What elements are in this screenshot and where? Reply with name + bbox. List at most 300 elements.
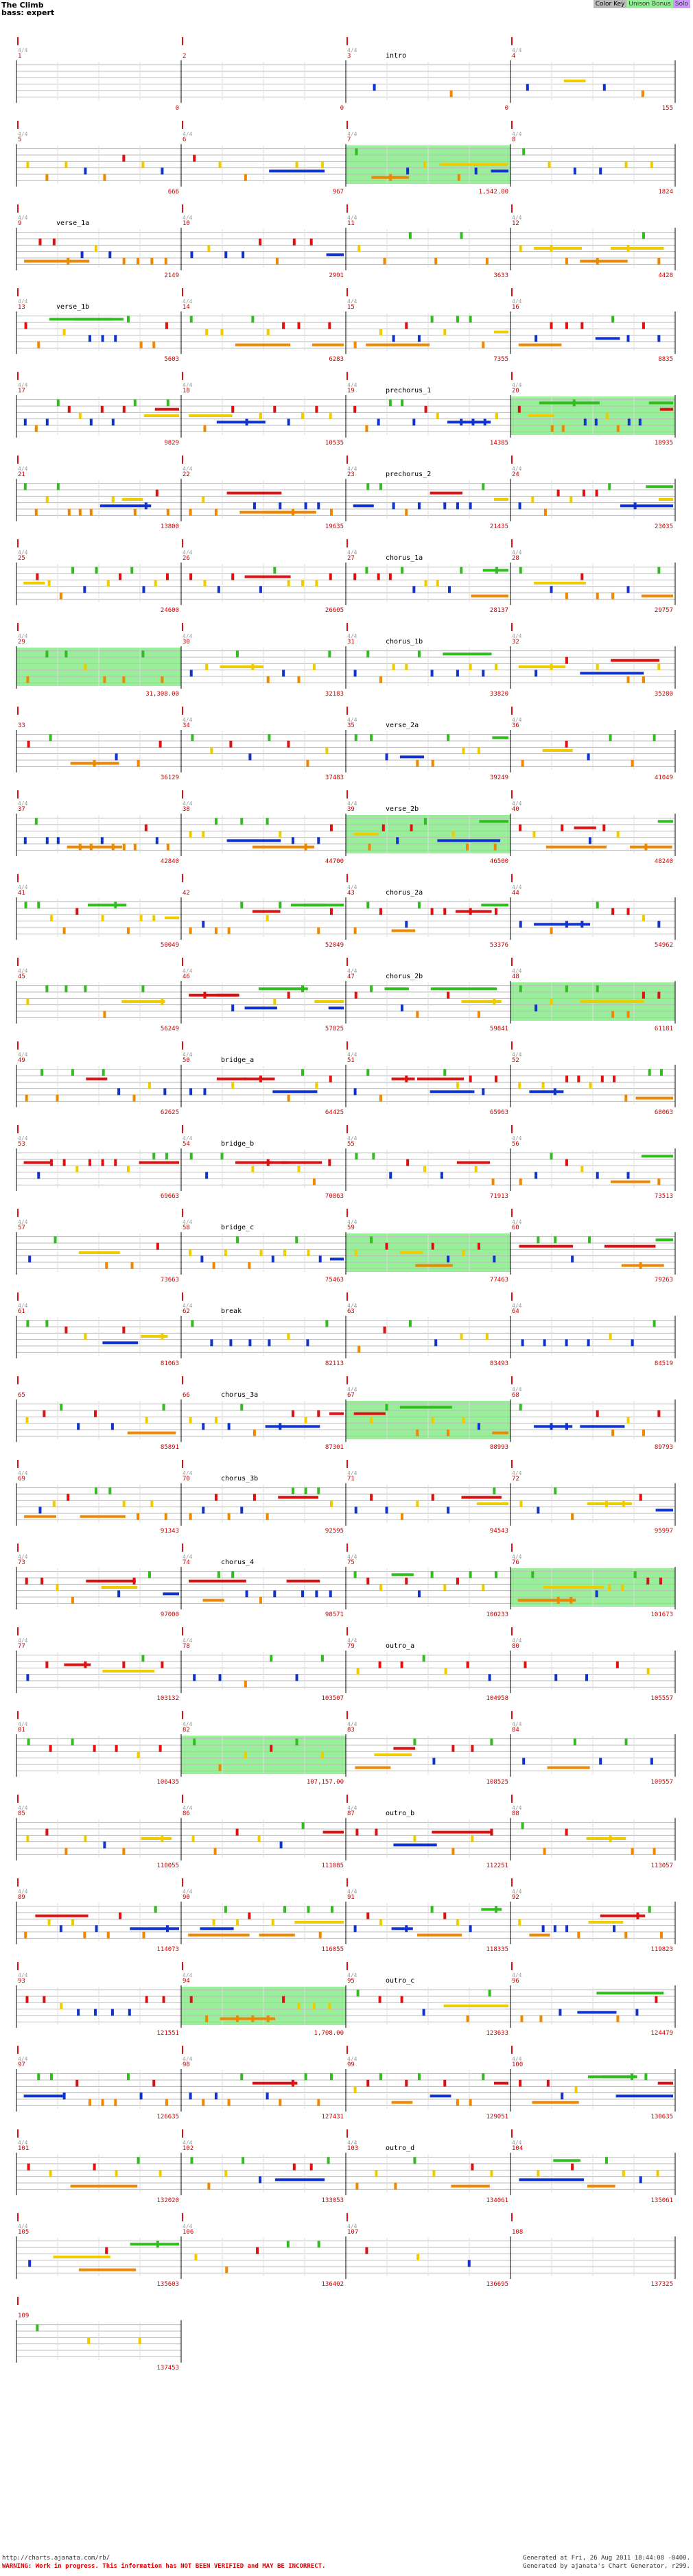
gem-note [228,927,231,934]
measure [510,1627,675,1702]
gem-note [306,1339,309,1346]
time-signature: 4/4 [183,550,193,556]
gem-note [389,174,392,181]
measure [181,539,346,614]
gem-note [519,1500,522,1507]
cumulative-score: 14385 [489,440,508,447]
gem-note [653,1320,656,1327]
gem-note [583,490,585,497]
measure [16,1376,181,1451]
measure-number: 49 [18,1057,25,1064]
gem-note [137,1751,140,1758]
gem-note [535,670,537,676]
cumulative-score: 121551 [156,2030,179,2037]
gem-note [379,1662,381,1668]
gem-note [25,322,27,329]
gem-note [130,567,133,574]
gem-note [489,1989,491,1996]
sustain-note [88,903,126,906]
measure [510,2046,675,2120]
gem-note [365,425,368,432]
gem-note [466,844,469,851]
measure-number: 26 [183,555,190,562]
gem-note [599,1758,602,1764]
gem-note [279,502,281,509]
cumulative-score: 103507 [321,1695,344,1702]
gem-note [215,1417,218,1423]
gem-note [542,1925,545,1932]
gem-note [189,831,192,838]
gem-note [401,1513,403,1520]
sustain-note [564,80,586,82]
gem-note [251,316,254,322]
gem-note [379,1095,382,1102]
gem-note [365,567,368,574]
time-signature: 4/4 [347,1303,357,1309]
sustain-note [494,498,508,501]
gem-note [296,161,298,168]
gem-note [210,747,213,754]
gem-note [321,1751,324,1758]
gem-note [35,509,38,516]
sustain-note [227,839,281,842]
sustain-note [24,260,89,263]
measure [16,1125,181,1200]
gem-note [317,1487,320,1494]
gem-note [386,1243,388,1250]
sustain-note [553,2159,580,2162]
measure-number: 43 [347,890,355,897]
gem-note [366,901,369,908]
gem-note [639,1494,642,1501]
gem-note [495,1571,497,1578]
gem-note [396,837,399,844]
sustain-note [494,331,508,333]
gem-note [89,335,91,342]
cumulative-score: 101673 [650,1611,673,1618]
cumulative-score: 48240 [654,858,673,865]
gem-note [330,1500,333,1507]
sustain-note [275,2178,325,2181]
gem-note [156,1243,159,1250]
sustain-note [272,1090,317,1093]
gem-note [660,1069,663,1076]
gem-note [631,760,634,767]
time-signature: 4/4 [512,550,522,556]
sustain-note [354,1413,386,1415]
gem-note [134,509,137,516]
gem-note [259,1076,262,1083]
measure-number: 94 [183,1978,190,1985]
sustain-note [141,1837,172,1840]
gem-note [26,1320,29,1327]
gem-note [191,1320,193,1327]
gem-note [89,2099,91,2106]
gem-note [87,2337,90,2344]
cumulative-score: 73513 [654,1193,673,1200]
gem-note [627,245,630,252]
gem-note [287,1333,290,1340]
cumulative-score: 135061 [650,2197,673,2204]
gem-note [370,1236,373,1243]
gem-note [301,1590,304,1597]
cumulative-score: 84519 [654,1360,673,1367]
gem-note [272,1255,274,1262]
measure [181,1376,346,1451]
measure [16,1878,181,1953]
gem-note [375,1829,377,1836]
cumulative-score: 85891 [160,1444,179,1451]
gem-note [213,1262,215,1269]
measure-number: 101 [18,2145,30,2152]
gem-note [434,258,437,265]
gem-note [519,825,521,831]
gem-note [644,844,647,851]
sustain-note [430,1090,475,1093]
gem-note [418,502,421,509]
gem-note [203,1088,206,1095]
gem-note [159,741,162,748]
gem-note [373,84,376,91]
cumulative-score: 56249 [160,1026,179,1032]
gem-note [409,232,412,239]
gem-note [56,1095,59,1102]
section-label: outro_a [386,1642,415,1650]
gem-note [90,509,93,516]
gem-note [650,161,653,168]
sustain-note [100,504,151,507]
measure [346,2046,510,2120]
sustain-note [656,1238,673,1241]
measure-number: 68 [512,1392,519,1399]
gem-note [519,985,522,992]
gem-note [490,2170,493,2177]
gem-note [189,1513,192,1520]
gem-note [35,425,38,432]
time-signature: 4/4 [18,466,28,472]
gem-note [648,1069,651,1076]
gem-note [45,1320,48,1327]
sustain-note [155,408,179,411]
gem-note [627,1417,630,1423]
measure-number: 16 [512,304,519,311]
gem-note [565,1829,568,1836]
section-label: prechorus_2 [386,471,432,478]
gem-note [258,1835,261,1842]
gem-note [354,1925,357,1932]
measure [346,288,510,363]
gem-note [141,650,144,657]
measure [510,1460,675,1535]
gem-note [273,567,276,574]
gem-note [26,1835,29,1842]
gem-note [379,908,382,915]
gem-note [386,1404,388,1410]
measure-number: 21 [18,471,25,478]
gem-note [105,2247,108,2254]
gem-note [166,574,169,580]
gem-note [280,1841,283,1848]
sustain-note [71,2185,138,2188]
gem-note [486,1333,489,1340]
measure [346,2129,510,2204]
cumulative-score: 108525 [486,1779,508,1786]
gem-note [301,580,304,587]
cumulative-score: 666 [167,189,179,196]
time-signature: 4/4 [512,298,522,305]
gem-note [355,1506,357,1513]
gem-note [71,1597,74,1604]
gem-note [635,2009,638,2016]
gem-note [45,650,48,657]
gem-note [84,167,86,174]
sustain-note [457,1161,490,1164]
gem-note [202,2099,204,2106]
measure [510,707,675,781]
footer-url[interactable]: http://charts.ajanata.com/rb/ [2,2555,110,2562]
gem-note [443,1584,446,1591]
gem-note [405,322,408,329]
time-signature: 4/4 [18,1721,28,1727]
gem-note [585,1674,588,1681]
gem-note [231,1571,234,1578]
gem-note [443,502,446,509]
gem-note [331,1906,333,1913]
gem-note [495,1076,497,1083]
gem-note [418,650,421,657]
gem-note [565,322,568,329]
measure-number: 56 [512,1141,519,1148]
gem-note [519,2080,521,2087]
cumulative-score: 53376 [489,942,508,949]
gem-note [256,2247,259,2254]
cumulative-score: 70863 [325,1193,344,1200]
gem-note [657,335,660,342]
gem-note [329,1590,332,1597]
gem-note [484,418,486,425]
gem-note [423,1166,426,1172]
gem-note [276,258,279,265]
measure [181,874,346,949]
gem-note [434,1339,437,1346]
gem-note [57,483,60,490]
gem-note [215,818,218,825]
gem-note [45,1829,48,1836]
sustain-note [374,1753,412,1756]
time-signature: 4/4 [512,801,522,807]
gem-note [416,1430,419,1437]
gem-note [493,1487,495,1494]
measure [16,1460,181,1535]
gem-note [108,251,111,258]
cumulative-score: 41049 [654,775,673,781]
measure [346,1209,510,1284]
gem-note [469,1925,472,1932]
gem-note [141,1655,144,1662]
gem-note [305,2073,307,2080]
sustain-note [329,1006,344,1009]
sustain-note [642,1155,673,1157]
sustain-note [534,582,586,584]
sustain-note [312,344,344,346]
gem-note [213,1919,215,1926]
measure [181,1209,346,1284]
sustain-note [587,2185,615,2188]
sustain-note [582,1586,604,1589]
measure-number: 98 [183,2061,190,2068]
cumulative-score: 129051 [486,2114,508,2120]
gem-note [412,586,415,593]
gem-note [401,1004,403,1011]
gem-note [462,747,465,754]
cumulative-score: 79263 [654,1277,673,1284]
section-label: outro_b [386,1810,415,1817]
gem-note [57,837,60,844]
cumulative-score: 132020 [156,2197,179,2204]
time-signature: 4/4 [18,1303,28,1309]
cumulative-score: 3633 [493,272,508,279]
cumulative-score: 83493 [489,1360,508,1367]
gem-note [313,1179,316,1185]
gem-note [565,1339,568,1346]
gem-note [451,1848,454,1855]
sustain-note [323,1831,344,1834]
time-signature: 4/4 [183,382,193,388]
sustain-note [430,492,462,495]
measure-number: 35 [347,722,355,729]
gem-note [240,818,243,825]
cumulative-score: 10535 [325,440,344,447]
gem-note [122,1848,125,1855]
cumulative-score: 62625 [160,1109,179,1116]
gem-note [163,1404,165,1410]
gem-note [127,316,130,322]
gem-note [305,1487,307,1494]
sustain-note [444,2005,508,2007]
measure-number: 51 [347,1057,355,1064]
gem-note [287,580,290,587]
gem-note [537,2170,539,2177]
measure [346,1292,510,1367]
gem-note [102,914,104,921]
gem-note [379,1996,381,2003]
measure-number: 90 [183,1894,190,1901]
gem-note [642,91,644,97]
time-signature: 4/4 [512,1638,522,1644]
gem-note [46,837,49,844]
gem-note [43,1410,45,1417]
gem-note [319,1255,322,1262]
measure [510,1878,675,1953]
gem-note [577,1932,580,1939]
sustain-note [24,2094,63,2097]
gem-note [137,258,139,265]
measure [510,623,675,698]
gem-note [48,1919,51,1926]
gem-note [148,1571,151,1578]
gem-note [495,663,497,670]
time-signature: 4/4 [347,466,357,472]
cumulative-score: 24600 [160,607,179,614]
gem-note [279,2099,281,2106]
gem-note [653,734,656,741]
sustain-note [102,1341,138,1344]
gem-note [114,2099,117,2106]
time-signature: 4/4 [347,1638,357,1644]
sustain-note [141,1335,167,1338]
measure [510,204,675,279]
gem-note [653,1848,656,1855]
gem-note [189,1088,192,1095]
gem-note [329,412,332,419]
sustain-note [392,930,416,932]
gem-note [190,1996,193,2003]
gem-note [229,741,232,748]
sustain-note [580,260,627,263]
gem-note [214,1848,217,1855]
song-title: The Climb [1,1,44,10]
measure-number: 13 [18,304,25,311]
section-label: bridge_a [221,1056,255,1064]
gem-note [639,2176,642,2183]
gem-note [565,985,568,992]
gem-note [595,418,598,425]
cumulative-score: 82113 [325,1360,344,1367]
measure [510,1125,675,1200]
gem-note [519,1179,522,1185]
gem-note [642,992,645,999]
gem-note [405,2080,408,2087]
gem-note [165,258,167,265]
gem-note [405,509,408,516]
gem-note [565,1423,568,1430]
time-signature: 4/4 [18,1052,28,1058]
sustain-note [529,1090,563,1093]
cumulative-score: 118335 [486,1946,508,1953]
gem-note [63,927,66,934]
measure [16,790,181,865]
gem-note [330,908,333,915]
measure [510,539,675,614]
gem-note [287,418,290,425]
sustain-note [79,1251,120,1254]
gem-note [625,161,628,168]
measure [16,623,181,698]
gem-note [140,914,143,921]
gem-note [46,418,49,425]
gem-note [535,335,537,342]
measure-number: 4 [512,53,516,60]
measure-number: 61 [18,1308,25,1315]
gem-note [133,1578,136,1585]
sustain-note [431,987,497,990]
sustain-note [245,576,291,578]
measure [16,539,181,614]
cumulative-score: 135603 [156,2281,179,2288]
measure [181,1041,346,1116]
gem-note [315,406,318,413]
gem-note [161,1333,163,1340]
gem-note [580,322,583,329]
measure-number: 88 [512,1810,519,1817]
gem-note [25,1417,28,1423]
gem-note [205,1172,208,1179]
measure-number: 39 [347,806,355,813]
measure [181,2213,346,2288]
sustain-note [580,1425,624,1428]
gem-note [37,1172,40,1179]
time-signature: 4/4 [183,633,193,639]
